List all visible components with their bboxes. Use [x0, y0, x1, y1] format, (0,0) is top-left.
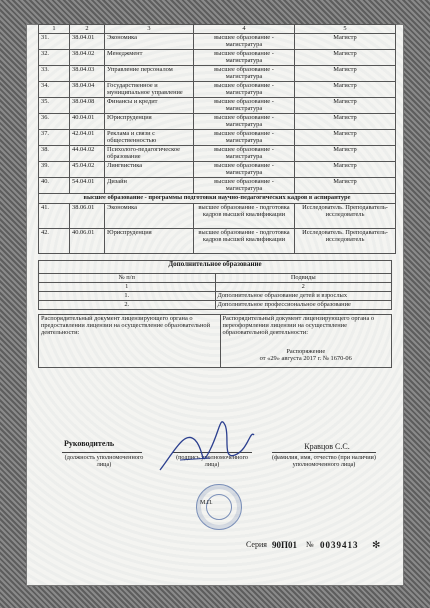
row-number: 40.	[39, 178, 70, 194]
additional-education-col-numbers	[39, 283, 392, 292]
handwritten-signature	[150, 410, 260, 480]
table-row	[39, 229, 396, 254]
name-caption: (фамилия, имя, отчество (при наличии) уполномоченного лица)	[272, 454, 376, 468]
qualification: Магистр	[295, 82, 396, 98]
signer-name: Кравцов С.С.	[304, 442, 350, 451]
table-row	[39, 146, 396, 162]
column-number-row	[39, 25, 396, 34]
row-number: 31.	[39, 34, 70, 50]
program-name: Юриспруденция	[105, 114, 194, 130]
row-number: 32.	[39, 50, 70, 66]
head-title: Руководитель	[64, 439, 115, 448]
row-number: 38.	[39, 146, 70, 162]
education-level: высшее образование - магистратура	[194, 162, 295, 178]
qualification: Магистр	[295, 130, 396, 146]
program-code: 38.04.04	[70, 82, 105, 98]
program-name: Психолого-педагогическое образование	[105, 146, 194, 162]
program-code: 38.04.03	[70, 66, 105, 82]
program-code: 38.04.02	[70, 50, 105, 66]
table-row	[39, 130, 396, 146]
table-row	[39, 50, 396, 66]
table-row	[39, 82, 396, 98]
row-number: 41.	[39, 204, 70, 229]
row-number: 34.	[39, 82, 70, 98]
program-name: Юриспруденция	[105, 229, 194, 254]
education-level: высшее образование - магистратура	[194, 146, 295, 162]
list-item	[39, 301, 392, 310]
seal-emblem	[206, 494, 232, 520]
star-mark: ✻	[372, 540, 381, 551]
reissue-document-text: Распорядительный документ лицензирующего органа о переоформлении лицензии на осуществление образовательной деятельности:	[222, 315, 375, 336]
program-name: Менеджмент	[105, 50, 194, 66]
program-code: 38.04.08	[70, 98, 105, 114]
item-number: 2.	[39, 301, 216, 310]
program-name: Реклама и связи с общественностью	[105, 130, 194, 146]
program-code: 44.04.02	[70, 146, 105, 162]
row-number: 33.	[39, 66, 70, 82]
list-item	[39, 292, 392, 301]
program-code: 42.04.01	[70, 130, 105, 146]
item-text: Дополнительное образование детей и взрослых	[215, 292, 392, 301]
administrative-documents-table	[38, 314, 392, 368]
col-num-2: 2	[70, 25, 105, 34]
order-label: Распоряжение	[286, 348, 326, 355]
item-text: Дополнительное профессиональное образование	[215, 301, 392, 310]
signature-caption: (подпись уполномоченного лица)	[176, 454, 248, 468]
program-name: Экономика	[105, 34, 194, 50]
program-name: Финансы и кредит	[105, 98, 194, 114]
qualification: Магистр	[295, 98, 396, 114]
table-row	[39, 66, 396, 82]
seal-place-label: М.П.	[200, 500, 213, 506]
additional-education-header	[39, 274, 392, 283]
education-level: высшее образование - подготовка кадров высшей квалификации	[194, 204, 295, 229]
number-label: №	[306, 540, 314, 549]
col-num-1: 1	[39, 283, 216, 292]
table-row	[39, 204, 396, 229]
col-num-4: 4	[194, 25, 295, 34]
qualification: Магистр	[295, 162, 396, 178]
program-name: Экономика	[105, 204, 194, 229]
program-code: 40.04.01	[70, 114, 105, 130]
head-caption: (должность уполномоченного лица)	[64, 454, 144, 468]
grant-document-text: Распорядительный документ лицензирующего органа о предоставлении лицензии на осуществление образовательной деятельности:	[41, 315, 211, 336]
table-row	[39, 34, 396, 50]
administrative-documents-row	[39, 315, 392, 368]
row-number: 42.	[39, 229, 70, 254]
qualification: Магистр	[295, 178, 396, 194]
program-code: 38.06.01	[70, 204, 105, 229]
education-level: высшее образование - магистратура	[194, 114, 295, 130]
qualification: Исследователь. Преподаватель-исследователь	[295, 229, 396, 254]
col-num-1: 1	[39, 25, 70, 34]
table-row	[39, 178, 396, 194]
program-code: 45.04.02	[70, 162, 105, 178]
programs-table	[38, 24, 396, 254]
program-name: Государственное и муниципальное управление	[105, 82, 194, 98]
education-level: высшее образование - магистратура	[194, 82, 295, 98]
row-number: 39.	[39, 162, 70, 178]
education-level: высшее образование - магистратура	[194, 50, 295, 66]
series-code: 90П01	[272, 540, 298, 550]
program-code: 54.04.01	[70, 178, 105, 194]
grant-document-cell	[39, 315, 221, 368]
qualification: Магистр	[295, 114, 396, 130]
col-header-subtypes: Подвиды	[215, 274, 392, 283]
education-level: высшее образование - магистратура	[194, 178, 295, 194]
document-content	[38, 24, 392, 368]
table-row	[39, 98, 396, 114]
education-level: высшее образование - магистратура	[194, 130, 295, 146]
additional-education-title-row	[39, 261, 392, 274]
program-code: 40.06.01	[70, 229, 105, 254]
col-num-3: 3	[105, 25, 194, 34]
qualification: Магистр	[295, 146, 396, 162]
education-level: высшее образование - магистратура	[194, 66, 295, 82]
name-line	[272, 452, 376, 453]
qualification: Исследователь. Преподаватель-исследователь	[295, 204, 396, 229]
section-title: высшее образование - программы подготовки научно-педагогических кадров в аспирантуре	[39, 194, 396, 204]
qualification: Магистр	[295, 34, 396, 50]
col-header-number: № п/п	[39, 274, 216, 283]
program-name: Лингвистика	[105, 162, 194, 178]
additional-education-title: Дополнительное образование	[39, 261, 392, 274]
reissue-document-cell	[220, 315, 392, 368]
row-number: 36.	[39, 114, 70, 130]
table-row	[39, 162, 396, 178]
form-number: 0039413	[320, 540, 359, 550]
item-number: 1.	[39, 292, 216, 301]
position-line	[62, 452, 142, 453]
row-number: 37.	[39, 130, 70, 146]
qualification: Магистр	[295, 50, 396, 66]
col-num-5: 5	[295, 25, 396, 34]
education-level: высшее образование - подготовка кадров высшей квалификации	[194, 229, 295, 254]
program-name: Дизайн	[105, 178, 194, 194]
program-code: 38.04.01	[70, 34, 105, 50]
col-num-2: 2	[215, 283, 392, 292]
education-level: высшее образование - магистратура	[194, 34, 295, 50]
qualification: Магистр	[295, 66, 396, 82]
section-heading-row	[39, 194, 396, 204]
education-level: высшее образование - магистратура	[194, 98, 295, 114]
additional-education-table	[38, 260, 392, 310]
row-number: 35.	[39, 98, 70, 114]
table-row	[39, 114, 396, 130]
program-name: Управление персоналом	[105, 66, 194, 82]
series-label: Серия	[246, 540, 267, 549]
order-date: от «29» августа 2017 г. № 1670-06	[259, 355, 352, 362]
